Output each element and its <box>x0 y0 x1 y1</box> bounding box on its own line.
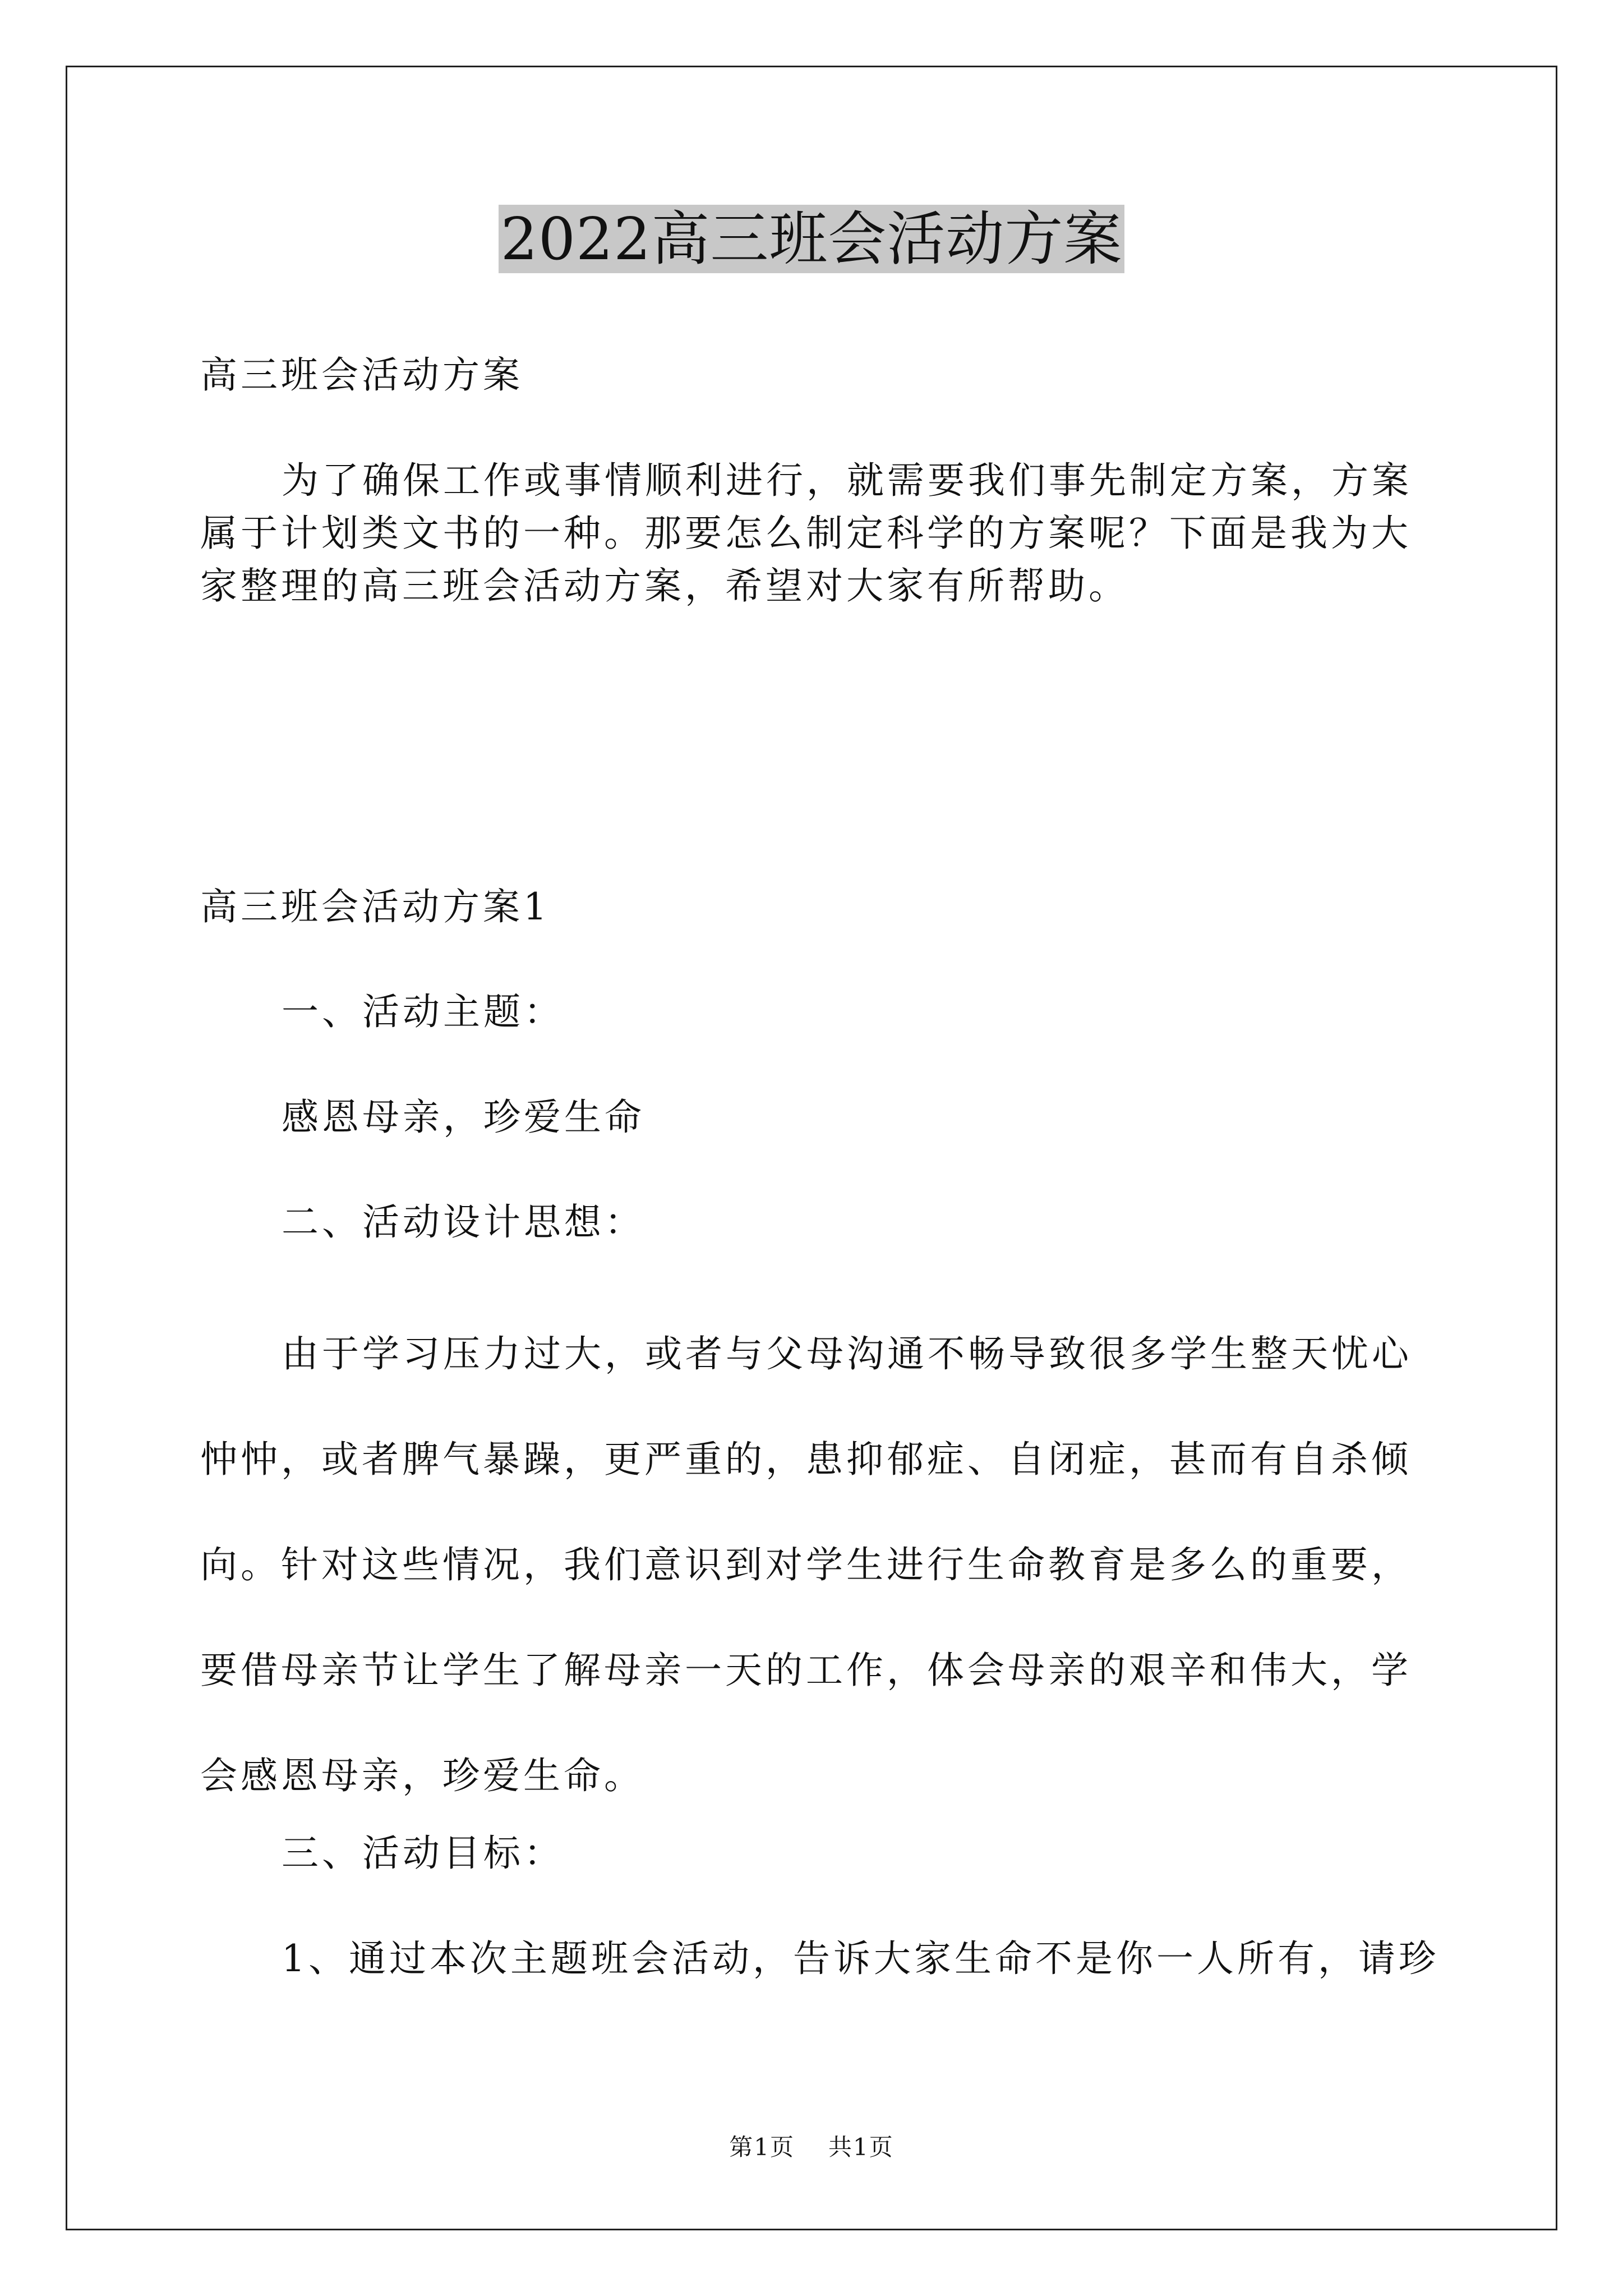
document-subtitle: 高三班会活动方案 <box>200 353 523 397</box>
design-paragraph <box>200 1301 1423 1829</box>
design-text: 由于学习压力过大，或者与父母沟通不畅导致很多学生整天忧心忡忡，或者脾气暴躁，更严重的，患抑郁症、自闭症，甚而有自杀倾向。针对这些情况，我们意识到对学生进行生命教育是多么的重要，要借母亲节让学生了解母亲一天的工作，体会母亲的艰辛和伟大，学会感恩母亲，珍爱生命。 <box>200 1332 1412 1797</box>
section-title: 高三班会活动方案1 <box>200 885 550 928</box>
page-number: 第1页 <box>729 2133 795 2161</box>
activity-theme-text: 感恩母亲，珍爱生命 <box>282 1096 645 1139</box>
heading-activity-theme: 一、活动主题： <box>282 990 564 1033</box>
page-footer <box>0 2131 1623 2164</box>
heading-design-idea: 二、活动设计思想： <box>282 1200 645 1244</box>
goal-item-1: 1、通过本次主题班会活动，告诉大家生命不是你一人所有，请珍 <box>282 1937 1439 1980</box>
page-total: 共1页 <box>828 2133 894 2161</box>
heading-activity-goals: 三、活动目标： <box>282 1832 564 1875</box>
intro-text: 为了确保工作或事情顺利进行，就需要我们事先制定方案，方案属于计划类文书的一种。那要怎么制定科学的方案呢？下面是我为大家整理的高三班会活动方案，希望对大家有所帮助。 <box>200 459 1412 608</box>
intro-paragraph <box>200 454 1423 613</box>
document-title: 2022高三班会活动方案 <box>0 197 1623 280</box>
